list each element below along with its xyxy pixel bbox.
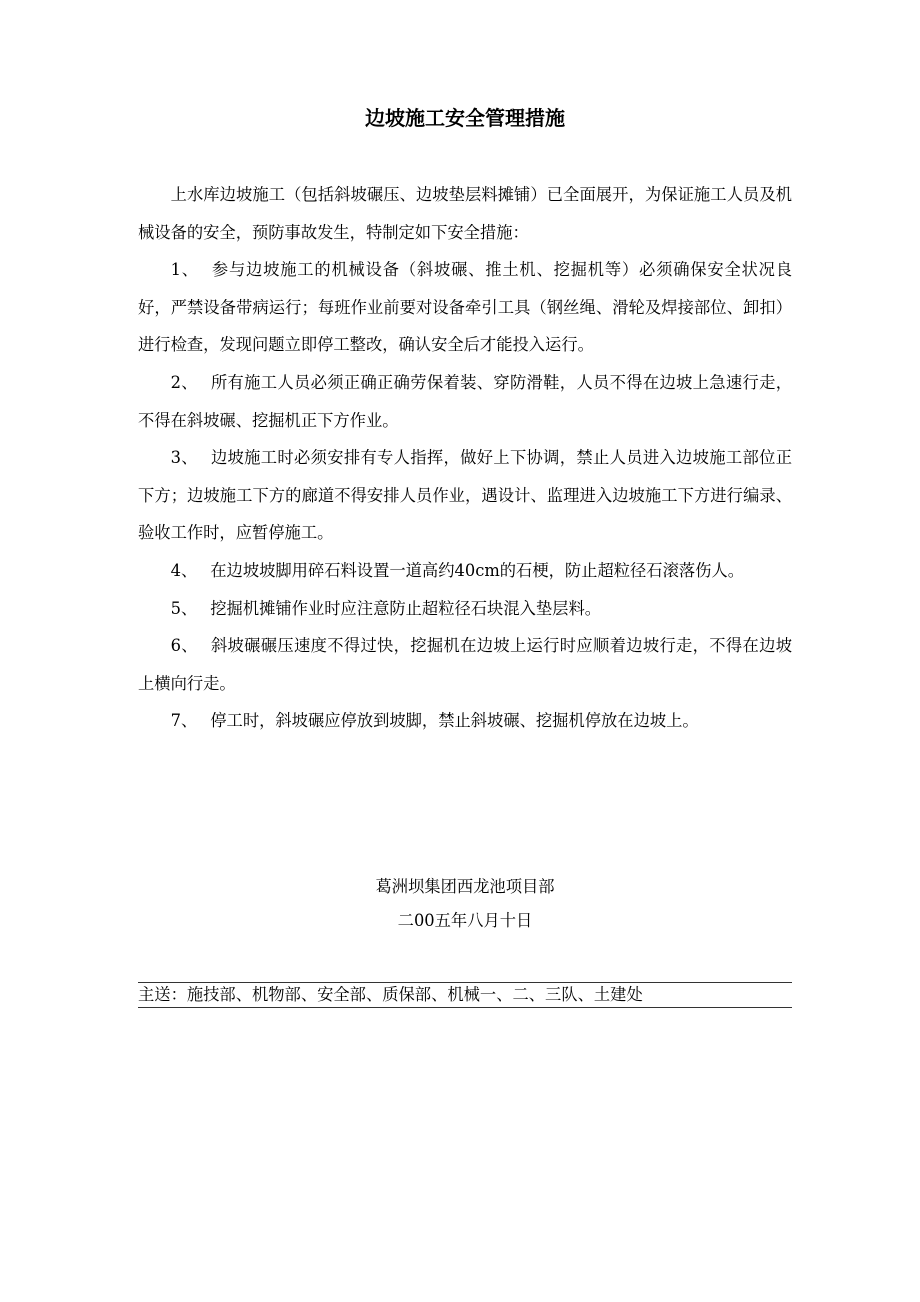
list-item: [138, 364, 792, 439]
item-text: 停工时，斜坡碾应停放到坡脚，禁止斜坡碾、挖掘机停放在边坡上。: [210, 711, 699, 731]
item-text: 边坡施工时必须安排有专人指挥，做好上下协调，禁止人员进入边坡施工部位正下方；边坡施工下方的廊道不得安排人员作业，遇设计、监理进入边坡施工下方进行编录、验收工作时，应暂停施工。: [138, 448, 793, 543]
list-item: [138, 627, 792, 702]
item-text: 挖掘机摊铺作业时应注意防止超粒径石块混入垫层料。: [210, 598, 602, 618]
item-text: 参与边坡施工的机械设备（斜坡碾、推土机、挖掘机等）必须确保安全状况良好，严禁设备带病运行；每班作业前要对设备牵引工具（钢丝绳、滑轮及焊接部位、卸扣）进行检查，发现问题立即停工整改，确认安全后才能投入运行。: [138, 260, 792, 355]
item-number: 6、: [170, 636, 198, 656]
item-number: 4、: [170, 560, 198, 580]
list-item: [138, 439, 792, 552]
document-page: [138, 0, 792, 1048]
item-number: 2、: [170, 372, 198, 392]
item-text: 斜坡碾碾压速度不得过快，挖掘机在边坡上运行时应顺着边坡行走，不得在边坡上横向行走。: [138, 636, 793, 693]
item-text: 所有施工人员必须正确正确劳保着装、穿防滑鞋，人员不得在边坡上急速行走，不得在斜坡碾、挖掘机正下方作业。: [138, 372, 793, 430]
document-title: 边坡施工安全管理措施: [365, 106, 565, 130]
item-number: 1、: [170, 260, 199, 280]
list-item: [138, 552, 792, 590]
intro-paragraph: 上水库边坡施工（包括斜坡碾压、边坡垫层料摊铺）已全面展开，为保证施工人员及机械设备的安全，预防事故发生，特制定如下安全措施：: [138, 185, 792, 242]
item-number: 5、: [170, 598, 198, 618]
distribution-line: 主送：施技部、机物部、安全部、质保部、机械一、二、三队、土建处: [138, 982, 792, 1008]
document-body: [138, 176, 792, 740]
issue-date: 二00五年八月十日: [397, 910, 533, 930]
list-item: [138, 702, 792, 740]
list-item: [138, 590, 792, 628]
list-item: [138, 251, 792, 364]
item-text: 在边坡坡脚用碎石料设置一道高约40cm的石梗，防止超粒径石滚落伤人。: [210, 560, 744, 580]
issuer: 葛洲坝集团西龙池项目部: [375, 876, 555, 896]
item-number: 7、: [170, 711, 198, 731]
item-number: 3、: [170, 448, 198, 468]
